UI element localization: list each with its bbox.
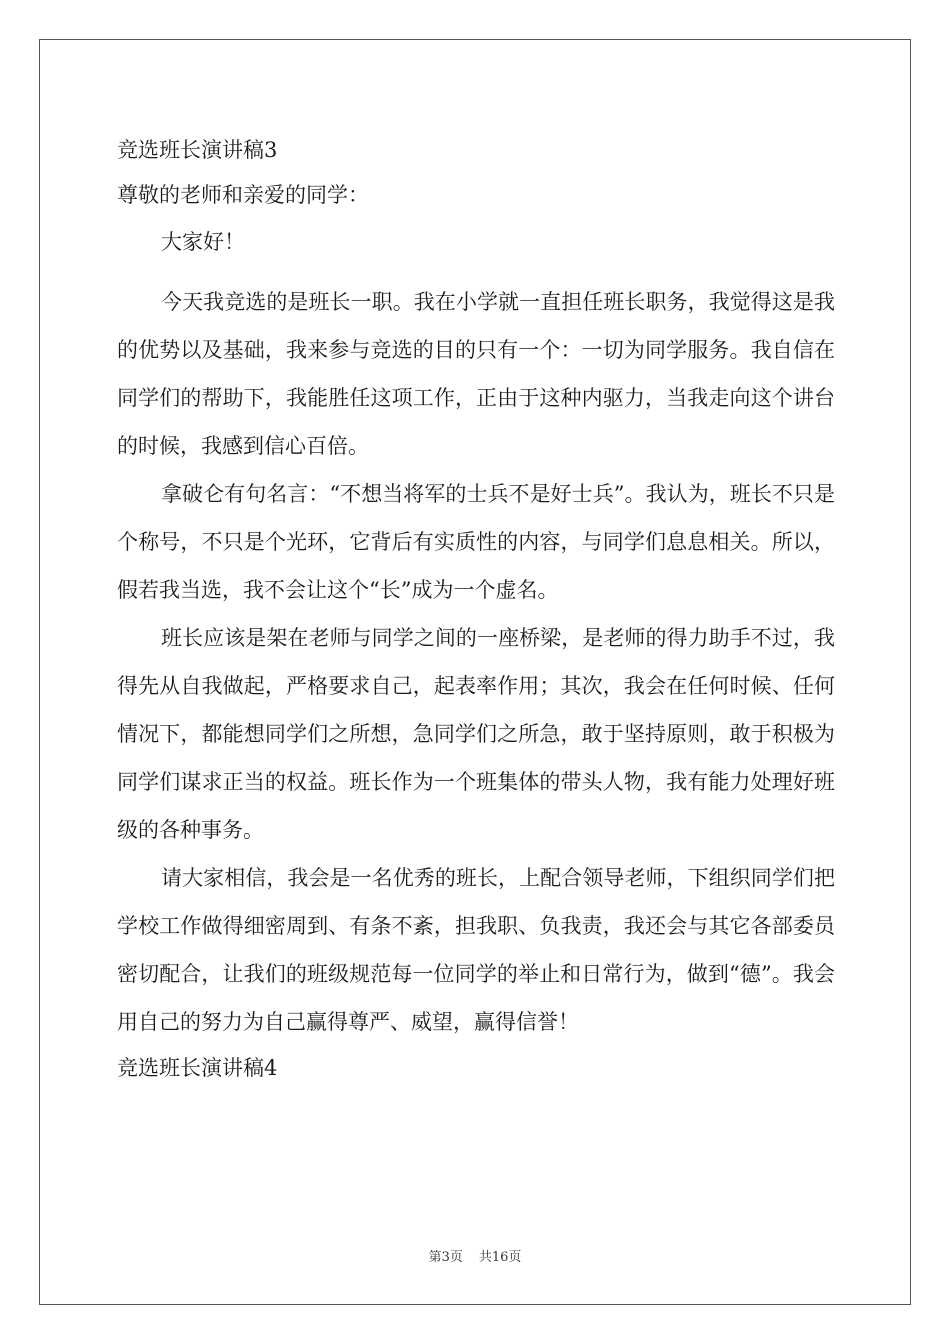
section-title: 竞选班长演讲稿3 xyxy=(117,138,278,162)
page-total: 共16页 xyxy=(478,1250,522,1265)
page-footer xyxy=(0,1246,950,1265)
next-section-title: 竞选班长演讲稿4 xyxy=(117,1056,278,1080)
page-number: 第3页 xyxy=(428,1250,463,1265)
document-body xyxy=(117,128,835,1091)
salutation: 尊敬的老师和亲爱的同学： xyxy=(117,183,369,207)
paragraph-2: 拿破仑有句名言：“不想当将军的士兵不是好士兵”。我认为，班长不只是个称号，不只是个光环，它背后有实质性的内容，与同学们息息相关。所以，假若我当选，我不会让这个“长”成为一个虚名。 xyxy=(117,482,835,602)
greeting: 大家好！ xyxy=(161,230,245,254)
paragraph-1: 今天我竞选的是班长一职。我在小学就一直担任班长职务，我觉得这是我的优势以及基础，我来参与竞选的目的只有一个：一切为同学服务。我自信在同学们的帮助下，我能胜任这项工作，正由于这种内驱力，当我走向这个讲台的时候，我感到信心百倍。 xyxy=(117,290,835,458)
paragraph-3: 班长应该是架在老师与同学之间的一座桥梁，是老师的得力助手不过，我得先从自我做起，严格要求自己，起表率作用；其次，我会在任何时候、任何情况下，都能想同学们之所想，急同学们之所急，敢于坚持原则，敢于积极为同学们谋求正当的权益。班长作为一个班集体的带头人物，我有能力处理好班级的各种事务。 xyxy=(117,626,835,842)
paragraph-4: 请大家相信，我会是一名优秀的班长，上配合领导老师，下组织同学们把学校工作做得细密周到、有条不紊，担我职、负我责，我还会与其它各部委员密切配合，让我们的班级规范每一位同学的举止和日常行为，做到“德”。我会用自己的努力为自己赢得尊严、威望，赢得信誉！ xyxy=(117,866,835,1034)
